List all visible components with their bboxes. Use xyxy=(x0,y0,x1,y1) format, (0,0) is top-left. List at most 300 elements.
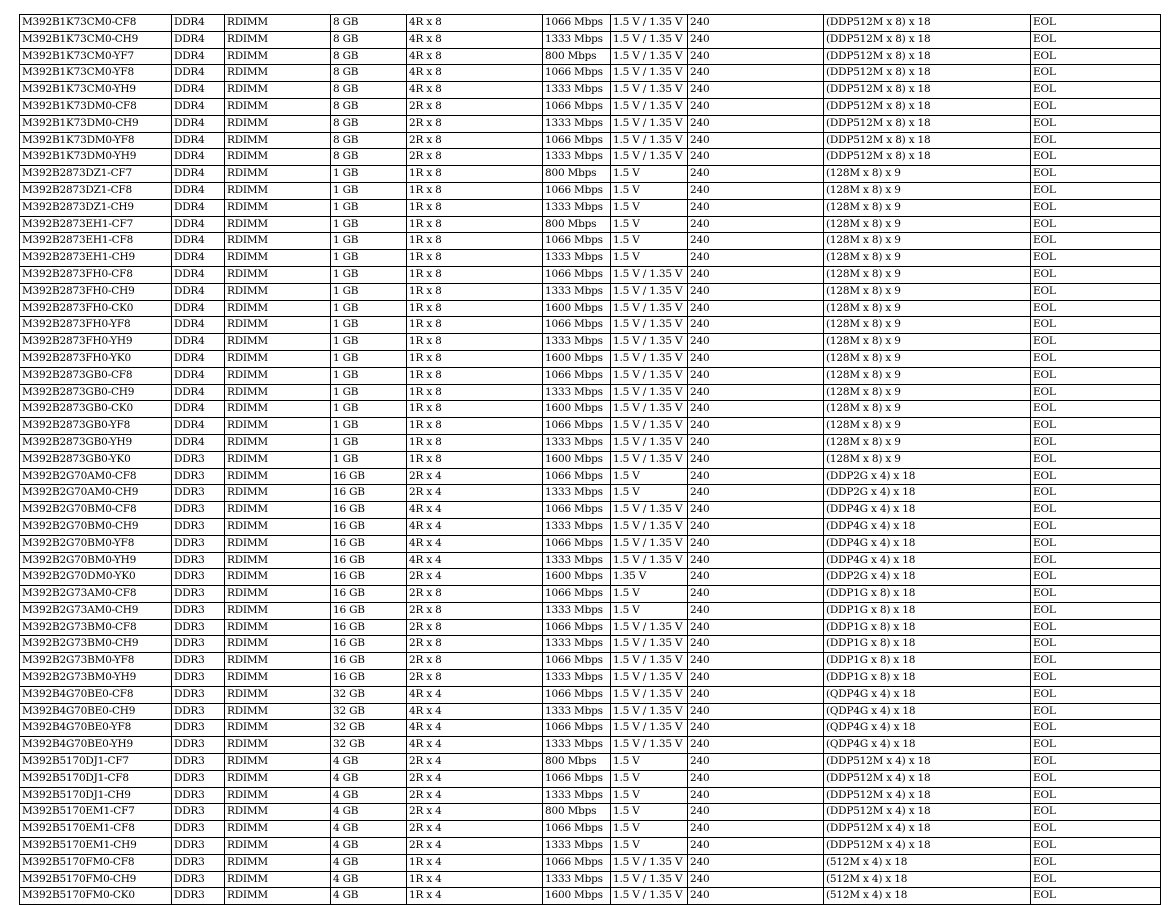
module-type-cell: RDIMM xyxy=(225,216,331,233)
composition-cell: (128M x 8) x 9 xyxy=(824,334,1031,351)
pin-count-cell: 240 xyxy=(688,535,824,552)
module-type-cell: RDIMM xyxy=(225,48,331,65)
speed-cell: 1066 Mbps xyxy=(543,266,611,283)
module-type-cell: RDIMM xyxy=(225,485,331,502)
organization-cell: 4R x 8 xyxy=(407,15,543,32)
voltage-cell: 1.5 V xyxy=(611,468,688,485)
pin-count-cell: 240 xyxy=(688,132,824,149)
part-number-cell: M392B2G73BM0-CF8 xyxy=(20,619,172,636)
speed-cell: 1066 Mbps xyxy=(543,15,611,32)
table-row xyxy=(20,266,1161,283)
voltage-cell: 1.5 V / 1.35 V xyxy=(611,283,688,300)
speed-cell: 1600 Mbps xyxy=(543,888,611,905)
voltage-cell: 1.5 V / 1.35 V xyxy=(611,367,688,384)
module-type-cell: RDIMM xyxy=(225,182,331,199)
memory-type-cell: DDR4 xyxy=(172,384,225,401)
organization-cell: 4R x 8 xyxy=(407,65,543,82)
composition-cell: (128M x 8) x 9 xyxy=(824,418,1031,435)
speed-cell: 1333 Mbps xyxy=(543,602,611,619)
table-row xyxy=(20,233,1161,250)
status-cell: EOL xyxy=(1031,216,1161,233)
part-number-cell: M392B4G70BE0-YH9 xyxy=(20,737,172,754)
organization-cell: 2R x 8 xyxy=(407,586,543,603)
memory-type-cell: DDR3 xyxy=(172,838,225,855)
voltage-cell: 1.5 V / 1.35 V xyxy=(611,300,688,317)
part-number-cell: M392B2G70AM0-CH9 xyxy=(20,485,172,502)
organization-cell: 4R x 8 xyxy=(407,31,543,48)
composition-cell: (512M x 4) x 18 xyxy=(824,854,1031,871)
status-cell: EOL xyxy=(1031,15,1161,32)
memory-type-cell: DDR3 xyxy=(172,602,225,619)
speed-cell: 1066 Mbps xyxy=(543,535,611,552)
speed-cell: 1333 Mbps xyxy=(543,250,611,267)
composition-cell: (DDP512M x 8) x 18 xyxy=(824,31,1031,48)
pin-count-cell: 240 xyxy=(688,182,824,199)
module-type-cell: RDIMM xyxy=(225,838,331,855)
organization-cell: 2R x 8 xyxy=(407,98,543,115)
speed-cell: 1333 Mbps xyxy=(543,384,611,401)
speed-cell: 1600 Mbps xyxy=(543,350,611,367)
voltage-cell: 1.5 V / 1.35 V xyxy=(611,535,688,552)
memory-type-cell: DDR3 xyxy=(172,653,225,670)
memory-type-cell: DDR4 xyxy=(172,266,225,283)
voltage-cell: 1.5 V / 1.35 V xyxy=(611,703,688,720)
organization-cell: 2R x 8 xyxy=(407,132,543,149)
speed-cell: 1333 Mbps xyxy=(543,115,611,132)
table-row xyxy=(20,317,1161,334)
pin-count-cell: 240 xyxy=(688,619,824,636)
memory-type-cell: DDR4 xyxy=(172,367,225,384)
module-type-cell: RDIMM xyxy=(225,770,331,787)
table-row xyxy=(20,720,1161,737)
part-number-cell: M392B5170EM1-CH9 xyxy=(20,838,172,855)
speed-cell: 1066 Mbps xyxy=(543,132,611,149)
voltage-cell: 1.5 V / 1.35 V xyxy=(611,98,688,115)
status-cell: EOL xyxy=(1031,619,1161,636)
memory-type-cell: DDR4 xyxy=(172,98,225,115)
speed-cell: 1333 Mbps xyxy=(543,149,611,166)
voltage-cell: 1.5 V / 1.35 V xyxy=(611,670,688,687)
part-number-cell: M392B1K73DM0-YF8 xyxy=(20,132,172,149)
organization-cell: 1R x 8 xyxy=(407,199,543,216)
memory-type-cell: DDR3 xyxy=(172,770,225,787)
composition-cell: (DDP512M x 8) x 18 xyxy=(824,149,1031,166)
memory-type-cell: DDR3 xyxy=(172,586,225,603)
composition-cell: (DDP512M x 8) x 18 xyxy=(824,115,1031,132)
module-type-cell: RDIMM xyxy=(225,367,331,384)
pin-count-cell: 240 xyxy=(688,787,824,804)
organization-cell: 1R x 8 xyxy=(407,233,543,250)
composition-cell: (DDP512M x 4) x 18 xyxy=(824,754,1031,771)
density-cell: 16 GB xyxy=(331,552,407,569)
part-number-cell: M392B2873FH0-YK0 xyxy=(20,350,172,367)
module-type-cell: RDIMM xyxy=(225,787,331,804)
table-row xyxy=(20,787,1161,804)
status-cell: EOL xyxy=(1031,535,1161,552)
organization-cell: 2R x 4 xyxy=(407,485,543,502)
memory-type-cell: DDR4 xyxy=(172,199,225,216)
density-cell: 4 GB xyxy=(331,854,407,871)
density-cell: 8 GB xyxy=(331,98,407,115)
composition-cell: (128M x 8) x 9 xyxy=(824,300,1031,317)
pin-count-cell: 240 xyxy=(688,334,824,351)
speed-cell: 1066 Mbps xyxy=(543,821,611,838)
product-table xyxy=(19,14,1161,905)
memory-type-cell: DDR4 xyxy=(172,334,225,351)
voltage-cell: 1.5 V / 1.35 V xyxy=(611,115,688,132)
pin-count-cell: 240 xyxy=(688,754,824,771)
part-number-cell: M392B2873EH1-CF7 xyxy=(20,216,172,233)
memory-type-cell: DDR4 xyxy=(172,250,225,267)
pin-count-cell: 240 xyxy=(688,703,824,720)
status-cell: EOL xyxy=(1031,821,1161,838)
speed-cell: 800 Mbps xyxy=(543,48,611,65)
density-cell: 1 GB xyxy=(331,233,407,250)
density-cell: 8 GB xyxy=(331,31,407,48)
organization-cell: 2R x 4 xyxy=(407,804,543,821)
module-type-cell: RDIMM xyxy=(225,283,331,300)
composition-cell: (DDP2G x 4) x 18 xyxy=(824,468,1031,485)
organization-cell: 2R x 8 xyxy=(407,653,543,670)
status-cell: EOL xyxy=(1031,283,1161,300)
composition-cell: (QDP4G x 4) x 18 xyxy=(824,703,1031,720)
voltage-cell: 1.5 V / 1.35 V xyxy=(611,871,688,888)
pin-count-cell: 240 xyxy=(688,804,824,821)
table-row xyxy=(20,451,1161,468)
organization-cell: 1R x 8 xyxy=(407,418,543,435)
status-cell: EOL xyxy=(1031,754,1161,771)
density-cell: 4 GB xyxy=(331,871,407,888)
module-type-cell: RDIMM xyxy=(225,518,331,535)
part-number-cell: M392B1K73CM0-YH9 xyxy=(20,82,172,99)
part-number-cell: M392B5170EM1-CF7 xyxy=(20,804,172,821)
density-cell: 1 GB xyxy=(331,367,407,384)
part-number-cell: M392B5170FM0-CF8 xyxy=(20,854,172,871)
pin-count-cell: 240 xyxy=(688,266,824,283)
part-number-cell: M392B2G73BM0-CH9 xyxy=(20,636,172,653)
density-cell: 16 GB xyxy=(331,619,407,636)
speed-cell: 1066 Mbps xyxy=(543,854,611,871)
voltage-cell: 1.5 V xyxy=(611,199,688,216)
composition-cell: (DDP512M x 4) x 18 xyxy=(824,821,1031,838)
composition-cell: (DDP512M x 4) x 18 xyxy=(824,804,1031,821)
organization-cell: 1R x 8 xyxy=(407,367,543,384)
table-row xyxy=(20,216,1161,233)
pin-count-cell: 240 xyxy=(688,48,824,65)
module-type-cell: RDIMM xyxy=(225,132,331,149)
organization-cell: 1R x 8 xyxy=(407,451,543,468)
module-type-cell: RDIMM xyxy=(225,670,331,687)
part-number-cell: M392B5170EM1-CF8 xyxy=(20,821,172,838)
status-cell: EOL xyxy=(1031,686,1161,703)
pin-count-cell: 240 xyxy=(688,468,824,485)
density-cell: 1 GB xyxy=(331,350,407,367)
pin-count-cell: 240 xyxy=(688,770,824,787)
part-number-cell: M392B2873GB0-CK0 xyxy=(20,401,172,418)
table-body xyxy=(20,15,1161,905)
voltage-cell: 1.5 V xyxy=(611,166,688,183)
voltage-cell: 1.5 V / 1.35 V xyxy=(611,65,688,82)
module-type-cell: RDIMM xyxy=(225,317,331,334)
organization-cell: 1R x 8 xyxy=(407,266,543,283)
part-number-cell: M392B1K73CM0-YF7 xyxy=(20,48,172,65)
part-number-cell: M392B1K73DM0-CF8 xyxy=(20,98,172,115)
voltage-cell: 1.35 V xyxy=(611,569,688,586)
table-row xyxy=(20,770,1161,787)
density-cell: 1 GB xyxy=(331,418,407,435)
composition-cell: (DDP4G x 4) x 18 xyxy=(824,535,1031,552)
part-number-cell: M392B1K73DM0-CH9 xyxy=(20,115,172,132)
status-cell: EOL xyxy=(1031,317,1161,334)
status-cell: EOL xyxy=(1031,384,1161,401)
density-cell: 16 GB xyxy=(331,502,407,519)
pin-count-cell: 240 xyxy=(688,636,824,653)
organization-cell: 1R x 4 xyxy=(407,888,543,905)
memory-type-cell: DDR4 xyxy=(172,182,225,199)
organization-cell: 1R x 8 xyxy=(407,283,543,300)
pin-count-cell: 240 xyxy=(688,838,824,855)
table-row xyxy=(20,703,1161,720)
speed-cell: 1333 Mbps xyxy=(543,334,611,351)
organization-cell: 4R x 4 xyxy=(407,502,543,519)
pin-count-cell: 240 xyxy=(688,300,824,317)
pin-count-cell: 240 xyxy=(688,216,824,233)
pin-count-cell: 240 xyxy=(688,854,824,871)
composition-cell: (128M x 8) x 9 xyxy=(824,350,1031,367)
composition-cell: (DDP1G x 8) x 18 xyxy=(824,670,1031,687)
module-type-cell: RDIMM xyxy=(225,434,331,451)
speed-cell: 1066 Mbps xyxy=(543,418,611,435)
speed-cell: 1333 Mbps xyxy=(543,82,611,99)
voltage-cell: 1.5 V / 1.35 V xyxy=(611,686,688,703)
memory-type-cell: DDR3 xyxy=(172,720,225,737)
organization-cell: 2R x 4 xyxy=(407,770,543,787)
memory-type-cell: DDR3 xyxy=(172,854,225,871)
speed-cell: 1333 Mbps xyxy=(543,283,611,300)
part-number-cell: M392B2G70BM0-YH9 xyxy=(20,552,172,569)
composition-cell: (512M x 4) x 18 xyxy=(824,888,1031,905)
table-row xyxy=(20,300,1161,317)
status-cell: EOL xyxy=(1031,737,1161,754)
voltage-cell: 1.5 V / 1.35 V xyxy=(611,149,688,166)
module-type-cell: RDIMM xyxy=(225,15,331,32)
part-number-cell: M392B4G70BE0-YF8 xyxy=(20,720,172,737)
table-row xyxy=(20,535,1161,552)
composition-cell: (DDP512M x 4) x 18 xyxy=(824,787,1031,804)
status-cell: EOL xyxy=(1031,787,1161,804)
organization-cell: 2R x 4 xyxy=(407,468,543,485)
part-number-cell: M392B1K73CM0-CH9 xyxy=(20,31,172,48)
speed-cell: 1066 Mbps xyxy=(543,65,611,82)
module-type-cell: RDIMM xyxy=(225,468,331,485)
organization-cell: 4R x 8 xyxy=(407,48,543,65)
organization-cell: 2R x 4 xyxy=(407,838,543,855)
part-number-cell: M392B2873GB0-YH9 xyxy=(20,434,172,451)
status-cell: EOL xyxy=(1031,418,1161,435)
status-cell: EOL xyxy=(1031,149,1161,166)
memory-type-cell: DDR3 xyxy=(172,754,225,771)
part-number-cell: M392B2873FH0-YH9 xyxy=(20,334,172,351)
status-cell: EOL xyxy=(1031,82,1161,99)
pin-count-cell: 240 xyxy=(688,485,824,502)
speed-cell: 1066 Mbps xyxy=(543,468,611,485)
pin-count-cell: 240 xyxy=(688,569,824,586)
module-type-cell: RDIMM xyxy=(225,653,331,670)
density-cell: 1 GB xyxy=(331,250,407,267)
organization-cell: 4R x 4 xyxy=(407,686,543,703)
voltage-cell: 1.5 V / 1.35 V xyxy=(611,15,688,32)
status-cell: EOL xyxy=(1031,854,1161,871)
part-number-cell: M392B1K73CM0-YF8 xyxy=(20,65,172,82)
memory-type-cell: DDR4 xyxy=(172,434,225,451)
table-row xyxy=(20,485,1161,502)
part-number-cell: M392B2873GB0-CF8 xyxy=(20,367,172,384)
memory-type-cell: DDR3 xyxy=(172,569,225,586)
module-type-cell: RDIMM xyxy=(225,552,331,569)
organization-cell: 1R x 8 xyxy=(407,401,543,418)
speed-cell: 1066 Mbps xyxy=(543,619,611,636)
voltage-cell: 1.5 V / 1.35 V xyxy=(611,552,688,569)
voltage-cell: 1.5 V / 1.35 V xyxy=(611,266,688,283)
pin-count-cell: 240 xyxy=(688,418,824,435)
module-type-cell: RDIMM xyxy=(225,199,331,216)
speed-cell: 1333 Mbps xyxy=(543,871,611,888)
module-type-cell: RDIMM xyxy=(225,720,331,737)
density-cell: 1 GB xyxy=(331,434,407,451)
table-row xyxy=(20,602,1161,619)
composition-cell: (128M x 8) x 9 xyxy=(824,434,1031,451)
module-type-cell: RDIMM xyxy=(225,871,331,888)
part-number-cell: M392B2873EH1-CH9 xyxy=(20,250,172,267)
density-cell: 8 GB xyxy=(331,115,407,132)
density-cell: 1 GB xyxy=(331,334,407,351)
table-row xyxy=(20,199,1161,216)
memory-type-cell: DDR3 xyxy=(172,552,225,569)
part-number-cell: M392B5170DJ1-CF8 xyxy=(20,770,172,787)
pin-count-cell: 240 xyxy=(688,737,824,754)
speed-cell: 1600 Mbps xyxy=(543,401,611,418)
voltage-cell: 1.5 V / 1.35 V xyxy=(611,31,688,48)
speed-cell: 1333 Mbps xyxy=(543,838,611,855)
density-cell: 1 GB xyxy=(331,199,407,216)
pin-count-cell: 240 xyxy=(688,384,824,401)
memory-type-cell: DDR4 xyxy=(172,283,225,300)
memory-type-cell: DDR3 xyxy=(172,451,225,468)
composition-cell: (DDP512M x 8) x 18 xyxy=(824,15,1031,32)
organization-cell: 4R x 4 xyxy=(407,552,543,569)
speed-cell: 1066 Mbps xyxy=(543,182,611,199)
memory-type-cell: DDR4 xyxy=(172,132,225,149)
density-cell: 1 GB xyxy=(331,384,407,401)
table-row xyxy=(20,804,1161,821)
composition-cell: (128M x 8) x 9 xyxy=(824,317,1031,334)
voltage-cell: 1.5 V / 1.35 V xyxy=(611,720,688,737)
organization-cell: 2R x 8 xyxy=(407,670,543,687)
memory-type-cell: DDR3 xyxy=(172,670,225,687)
composition-cell: (128M x 8) x 9 xyxy=(824,216,1031,233)
speed-cell: 1333 Mbps xyxy=(543,703,611,720)
voltage-cell: 1.5 V / 1.35 V xyxy=(611,619,688,636)
voltage-cell: 1.5 V xyxy=(611,182,688,199)
voltage-cell: 1.5 V xyxy=(611,754,688,771)
organization-cell: 1R x 8 xyxy=(407,250,543,267)
composition-cell: (128M x 8) x 9 xyxy=(824,266,1031,283)
density-cell: 8 GB xyxy=(331,132,407,149)
table-row xyxy=(20,838,1161,855)
memory-type-cell: DDR4 xyxy=(172,317,225,334)
composition-cell: (DDP512M x 4) x 18 xyxy=(824,838,1031,855)
density-cell: 16 GB xyxy=(331,670,407,687)
composition-cell: (QDP4G x 4) x 18 xyxy=(824,737,1031,754)
density-cell: 16 GB xyxy=(331,586,407,603)
speed-cell: 1600 Mbps xyxy=(543,300,611,317)
composition-cell: (128M x 8) x 9 xyxy=(824,283,1031,300)
voltage-cell: 1.5 V / 1.35 V xyxy=(611,636,688,653)
composition-cell: (128M x 8) x 9 xyxy=(824,166,1031,183)
organization-cell: 1R x 8 xyxy=(407,434,543,451)
part-number-cell: M392B2873GB0-CH9 xyxy=(20,384,172,401)
speed-cell: 1333 Mbps xyxy=(543,31,611,48)
table-row xyxy=(20,502,1161,519)
memory-type-cell: DDR4 xyxy=(172,401,225,418)
composition-cell: (128M x 8) x 9 xyxy=(824,401,1031,418)
density-cell: 1 GB xyxy=(331,401,407,418)
speed-cell: 1333 Mbps xyxy=(543,670,611,687)
organization-cell: 2R x 4 xyxy=(407,569,543,586)
pin-count-cell: 240 xyxy=(688,602,824,619)
composition-cell: (DDP1G x 8) x 18 xyxy=(824,619,1031,636)
part-number-cell: M392B5170FM0-CK0 xyxy=(20,888,172,905)
part-number-cell: M392B2873FH0-CF8 xyxy=(20,266,172,283)
voltage-cell: 1.5 V xyxy=(611,586,688,603)
composition-cell: (512M x 4) x 18 xyxy=(824,871,1031,888)
memory-type-cell: DDR4 xyxy=(172,48,225,65)
composition-cell: (128M x 8) x 9 xyxy=(824,233,1031,250)
module-type-cell: RDIMM xyxy=(225,418,331,435)
voltage-cell: 1.5 V / 1.35 V xyxy=(611,350,688,367)
composition-cell: (128M x 8) x 9 xyxy=(824,250,1031,267)
pin-count-cell: 240 xyxy=(688,115,824,132)
module-type-cell: RDIMM xyxy=(225,888,331,905)
density-cell: 1 GB xyxy=(331,166,407,183)
density-cell: 16 GB xyxy=(331,535,407,552)
table-row xyxy=(20,586,1161,603)
density-cell: 8 GB xyxy=(331,65,407,82)
speed-cell: 1066 Mbps xyxy=(543,770,611,787)
module-type-cell: RDIMM xyxy=(225,804,331,821)
module-type-cell: RDIMM xyxy=(225,233,331,250)
voltage-cell: 1.5 V / 1.35 V xyxy=(611,451,688,468)
pin-count-cell: 240 xyxy=(688,166,824,183)
status-cell: EOL xyxy=(1031,888,1161,905)
density-cell: 32 GB xyxy=(331,737,407,754)
organization-cell: 2R x 8 xyxy=(407,115,543,132)
status-cell: EOL xyxy=(1031,720,1161,737)
module-type-cell: RDIMM xyxy=(225,166,331,183)
speed-cell: 1333 Mbps xyxy=(543,636,611,653)
speed-cell: 1066 Mbps xyxy=(543,720,611,737)
table-row xyxy=(20,754,1161,771)
status-cell: EOL xyxy=(1031,98,1161,115)
speed-cell: 1066 Mbps xyxy=(543,653,611,670)
voltage-cell: 1.5 V xyxy=(611,216,688,233)
table-row xyxy=(20,48,1161,65)
status-cell: EOL xyxy=(1031,468,1161,485)
status-cell: EOL xyxy=(1031,518,1161,535)
pin-count-cell: 240 xyxy=(688,367,824,384)
memory-type-cell: DDR3 xyxy=(172,636,225,653)
composition-cell: (DDP512M x 8) x 18 xyxy=(824,98,1031,115)
